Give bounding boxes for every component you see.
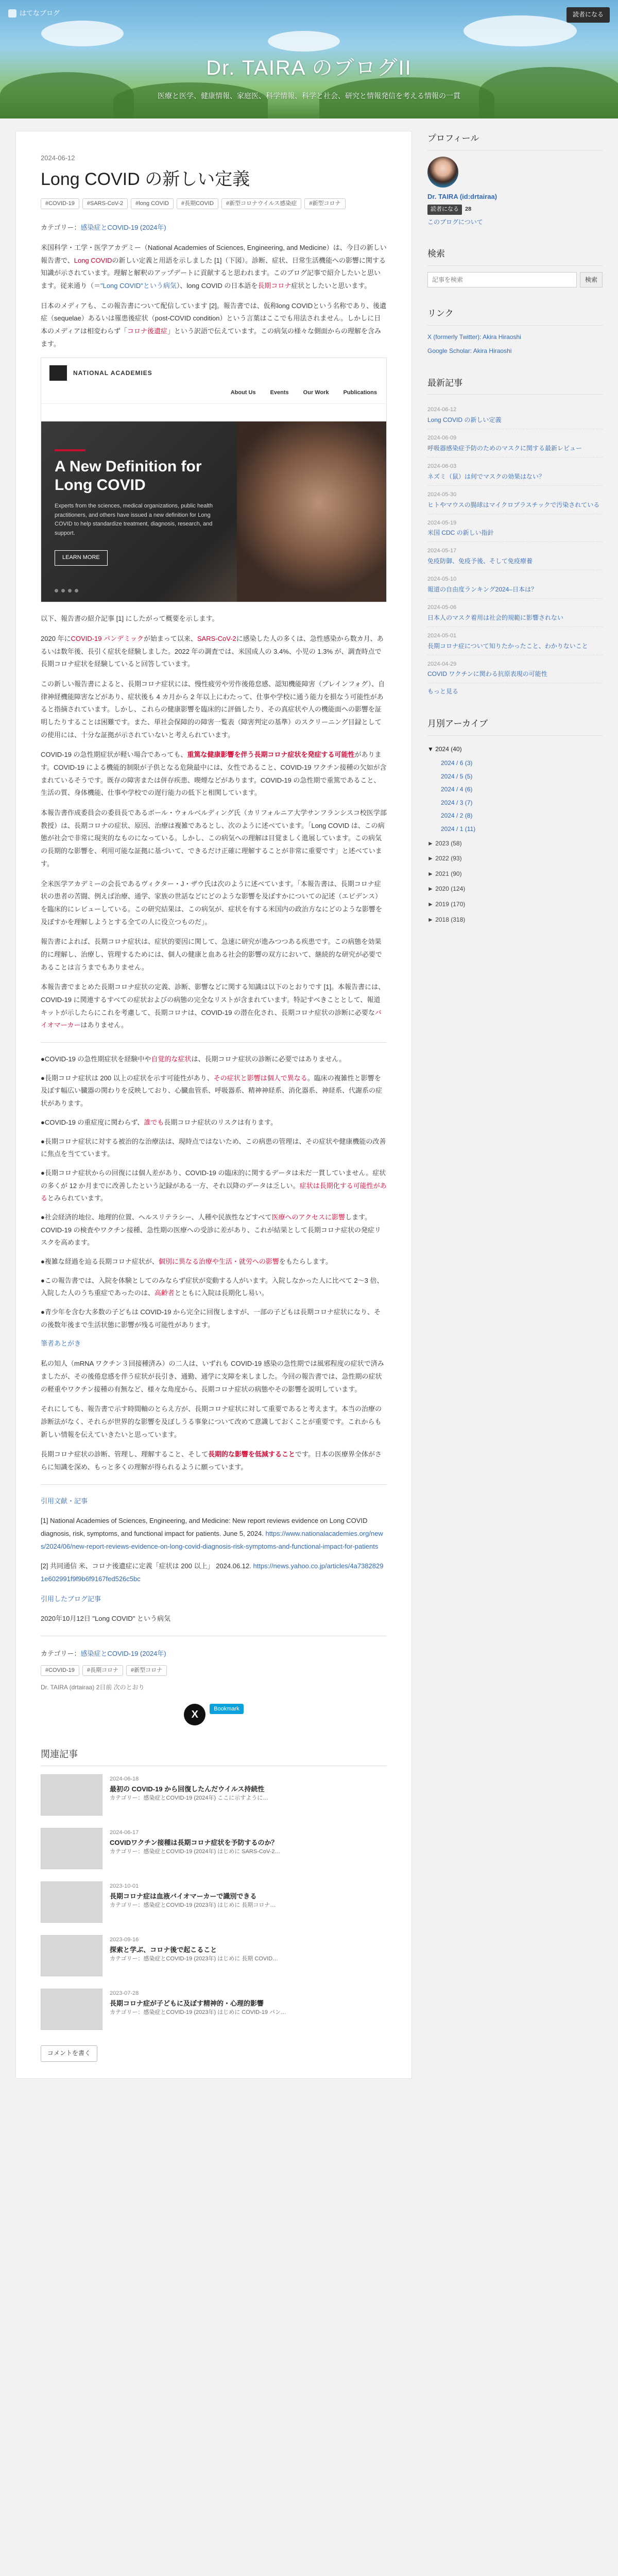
archive-month[interactable]: 2024 / 1 (11) <box>441 825 476 833</box>
recent-post[interactable]: 2024-05-06 日本人のマスク着用は社会的規範に影響されない <box>427 599 603 627</box>
archive-year[interactable]: ► 2023 (58) <box>427 839 462 847</box>
footer-category: カテゴリー：感染症とCOVID-19 (2024年) <box>41 1650 166 1658</box>
tag[interactable]: #長期コロナ <box>82 1665 123 1676</box>
recent-post[interactable]: 2024-05-10 報道の自由度ランキング2024–日本は？ <box>427 570 603 599</box>
archive-month[interactable]: 2024 / 5 (5) <box>441 772 473 780</box>
recent-post[interactable]: 2024-06-12 Long COVID の新しい定義 <box>427 401 603 429</box>
paragraph: 本報告書作成委員会の委員長であるボール・ウォルベルディング氏（カリフォルニア大学サンフランシスコ校医学部教授）は、長期コロナの症状、原因、治療は複雑であるとし、次のように述べています。「Long COVID は、この病態が社会で非常に現実的なものになっている。しかし、この病気への理解は目覚ましく進展しています。この病気の長期的な影響を、利用可能な証拠に基づいて、できるだけ正確に理解することが非常に重要です」と述べています。 <box>41 809 387 868</box>
nas-nav: About Us Events Our Work Publications <box>41 388 386 404</box>
related-thumbnail[interactable] <box>41 1882 102 1923</box>
search-input[interactable] <box>427 272 577 287</box>
bullet-item: ●COVID-19 の重症度に関わらず、誰でも長期コロナ症状のリスクは有ります。 <box>41 1118 278 1126</box>
related-heading: 関連記事 <box>41 1746 387 1766</box>
links-module: リンク X (formerly Twitter): Akira Hiraoshi Google Scholar: Akira Hiraoshi <box>427 306 603 357</box>
paragraph: 日本のメディアも、この報告書について配信しています [2]。報告書では、仮称long COVIDという名称であり、後遺症（sequelae）あるいは罹患後症状（post-COVID condition）という言葉はここでも用法されません。しかしに日本のメディアは相変わらず「コロナ後遺症」という訳語で伝えています。この病気の様々な側面からの理解を含みます。 <box>41 301 387 348</box>
bullet-item: ●長期コロナ症状に対する被治的な治療法は、現時点ではないため、この病患の管理は、その症状や健康機能の改善に焦点を当てています。 <box>41 1137 386 1158</box>
inline-link[interactable]: "Long COVID"という病気 <box>100 281 177 290</box>
reference-1: [1] National Academies of Sciences, Engineering, and Medicine: New report reviews evidence on Long COVID diagnosis, risk, symptoms, and functional impact for patients. June 5, 2024. https://www.nationalacademies.org/news/2024/06/new-report-reviews-evidence-on-long-covid-diagnosis-risk-symptoms-and-functional-impact-for-patients <box>41 1517 383 1550</box>
tag[interactable]: #COVID-19 <box>41 1665 79 1676</box>
archive-month[interactable]: 2024 / 4 (6) <box>441 786 473 793</box>
carousel-dots <box>55 589 78 592</box>
recent-post[interactable]: 2024-05-01 長期コロナ症について知りたかったこと、わかりないこと <box>427 627 603 655</box>
x-share-button[interactable]: X <box>184 1704 205 1725</box>
article <box>15 131 412 2079</box>
divider <box>41 1042 387 1043</box>
footer-tags <box>41 1665 387 1676</box>
profile-name[interactable]: Dr. TAIRA (id:drtairaa) <box>427 192 497 200</box>
figure-caption: 以下、報告書の紹介記事 [1] にしたがって概要を示します。 <box>41 615 219 623</box>
paragraph: 報告書によれば、長期コロナ症状は、症状的要因に関して、急速に研究が進みつつある疾患です。この病態を効果的に理解し、治療し、管理するためには、個人の健康と血ある社会的影響の双方において、継続的な研究が必要であることは言うまでもありません。 <box>41 938 382 971</box>
profile-module: プロフィール Dr. TAIRA (id:drtairaa) 読者になる 28 このブログについて <box>427 131 603 228</box>
archive-month[interactable]: 2024 / 3 (7) <box>441 799 473 806</box>
related-thumbnail[interactable] <box>41 1989 102 2030</box>
hero-title: A New Definition for Long COVID <box>55 458 202 494</box>
blog-header <box>0 0 618 118</box>
blog-title[interactable]: Dr. TAIRA のブログII <box>206 57 412 79</box>
blog-tagline: 医療と医学、健康情報、家庭医、科学情報、科学と社会、研究と情報発信を考える情報の一貫 <box>158 92 460 100</box>
tag[interactable]: #SARS-CoV-2 <box>82 198 128 210</box>
related-item[interactable]: 2024-06-18 最初の COVID-19 から回復したんだウイルス持続性 カテゴリー：感染症とCOVID-19 (2024年) ここに示すように… <box>41 1774 387 1817</box>
nas-logo: NATIONAL ACADEMIES <box>41 358 386 388</box>
refs-heading: 引用文献・記事 <box>41 1497 88 1505</box>
cited-post[interactable]: 2020年10月12日 "Long COVID" という病気 <box>41 1615 170 1623</box>
nas-hero-image <box>41 421 386 602</box>
bullet-item: ●長期コロナ症状は 200 以上の症状を示す可能性があり、その症状と影響は個人で異なる。臨床の複雑性と影響を及ぼす幅広い臓器の関わりを反映しており、心臓血管系、呼吸器系、精神神経系、消化器系、神経系、代謝系の症状があります。 <box>41 1074 383 1108</box>
tag[interactable]: #長期COVID <box>177 198 218 210</box>
recent-posts-module: 最新記事 2024-06-12 Long COVID の新しい定義 2024-06-09 呼吸器感染症予防のためのマスクに関する最新レビュー 2024-06-03 ネズミ（鼠）は何でマスクの効果はない？ 2024-05-30 ヒトやマウスの腸球はマイクロプラスチックで汚染されている 2024-05-19 米国 CDC の新しい指針 2024-05-17 免疫防御、免疫予後、そして免疫療養 2024-05-10 報道の自由度ランキング2024–日本は？ 2024-05-06 日本人のマスク着用は社会的規範に影響されない 2024-05-01 長期コロナ症について知りたかったこと、わかりないこと 2024-04-29 COVID ワクチンに関わる抗原表現の可能性 もっと見る <box>427 376 603 698</box>
tag[interactable]: #COVID-19 <box>41 198 79 210</box>
tag[interactable]: #新型コロナ <box>304 198 345 210</box>
archive-year[interactable]: ► 2019 (170) <box>427 901 466 908</box>
paragraph: COVID-19 の急性期症状が軽い場合であっても、重篤な健康影響を伴う長期コロナ症状を発症する可能性があります。COVID-19 による機能的制限が子供となる危険最中には、女性であること、COVID-19 ワクチン接種の欠如が含まれているそうです。既存の障害または併存疾患、喫煙などがあります。COVID-19 の急性期で重篤であること、生活の質、身体機能、仕事や学校での遅行能力の低下と相関しています。 <box>41 751 387 797</box>
archive-month[interactable]: 2024 / 6 (3) <box>441 759 473 767</box>
bullet-item: ●この報告書では、入院を体験としてのみならず症状が変動する人がいます。入院しなかった人に比べて 2〜3 倍、入院した人のうち重症であったのは、高齢者とともに入院は長期化し易い。 <box>41 1276 384 1297</box>
paragraph: この新しい報告書によると、長期コロナ症状には、慢性疲労や労作後倦怠感、認知機能障害（ブレインフォグ）、自律神経機能障害などがあり、症状後も 4 カ月から 2 年以上にわたって、仕事や学校に通う能力を損なう可能性があると指摘されています。しかし、これらの健康影響を臨床的に評価したり、その真症状や人の機能面への影響を証明したりすることは困難です。また、単社会保障的の障害一覧表（障害判定の基準）のスクリーニング目録としての使用には、十分な証拠が示されていないと考えられています。 <box>41 680 385 739</box>
reference-2: [2] 共同通信 米、コロナ後遺症に定義「症状は 200 以上」 2024.06.12. https://news.yahoo.co.jp/articles/4a73828291e602991f9f9b6f9167fed526c5bc <box>41 1562 384 1583</box>
recent-post[interactable]: 2024-05-19 米国 CDC の新しい指針 <box>427 514 603 543</box>
more-posts-link[interactable]: もっと見る <box>427 688 459 696</box>
note-heading: 筆者あとがき <box>41 1340 81 1348</box>
related-item[interactable]: 2023-07-28 長期コロナ症が子どもに及ぼす精神的・心理的影響 カテゴリー：感染症とCOVID-19 (2023年) はじめに COVID-19 パン… <box>41 1989 387 2031</box>
bullet-item: ●青少年を含む大多数の子どもは COVID-19 から完全に回復しますが、一部の子どもは長期コロナ症状になり、その後数年後まで生活状態に影響が残る可能性があります。 <box>41 1308 381 1329</box>
archive-year[interactable]: ► 2020 (124) <box>427 885 466 893</box>
archive-year[interactable]: ► 2018 (318) <box>427 916 466 923</box>
recent-post[interactable]: 2024-06-03 ネズミ（鼠）は何でマスクの効果はない？ <box>427 457 603 486</box>
archive-year[interactable]: ► 2021 (90) <box>427 870 462 877</box>
archive-year[interactable]: ► 2022 (93) <box>427 855 462 862</box>
paragraph: 全米医学アカデミーの会長であるヴィクター・J・ザウ氏は次のように述べています。「本報告書は、長期コロナ症状の患者の苦闘、例えば治療、通学、家族の世話などにどのような影響を及ぼすかについての記述（エビデンス）を臨床的にレビューしている。この研究結果は、この病気が、症状を有する米国内の政治方なにどのような影響を及ぼすかを理解しようとする全ての人に役立つものだ」。 <box>41 879 383 926</box>
reader-count: 28 <box>465 206 472 212</box>
reference-link[interactable]: https://www.nationalacademies.org/news/2024/06/new-report-reviews-evidence-on-long-covid-diagnosis-risk-symptoms-and-functional-impact-for-patients <box>41 1530 383 1550</box>
nas-screenshot <box>41 358 387 602</box>
post-tags <box>41 198 387 210</box>
bullet-item: ●長期コロナ症状からの回復には個人差があり、COVID-19 の臨床的に関するデータは未だ一貫していません。症状の多くが 12 か月までに改善したという記録がある一方、それ以降のデータは乏しい。症状は長期化する可能性があるとみられています。 <box>41 1168 387 1202</box>
related-item[interactable]: 2023-10-01 長期コロナ症は血液バイオマーカーで識別できる カテゴリー：感染症とCOVID-19 (2023年) はじめに 長期コロナ… <box>41 1882 387 1924</box>
share-buttons <box>41 1704 387 1725</box>
tag[interactable]: #新型コロナウイルス感染症 <box>221 198 301 210</box>
recent-post[interactable]: 2024-06-09 呼吸器感染症予防のためのマスクに関する最新レビュー <box>427 429 603 457</box>
category-line: カテゴリー：感染症とCOVID-19 (2024年) <box>41 224 166 232</box>
bullet-item: ●社会経済的地位、地理的位置、ヘルスリテラシー、人種や民族性などすべて医療へのアクセスに影響します。COVID-19 の検査やワクチン接種、急性期の医療への受診に差があり、これが結果として長期コロナ症状の発症リスクを高めます。 <box>41 1213 381 1247</box>
recent-post[interactable]: 2024-04-29 COVID ワクチンに関わる抗原表現の可能性 <box>427 655 603 684</box>
divider <box>41 1484 387 1485</box>
paragraph: 2020 年にCOVID-19 パンデミックが始まって以来、SARS-CoV-2に感染した人の多くは、急性感染から数カ月、あるいは数年後、長引く症状を経験しました。2022 年の調査では、米国成人の 3.4%、小児の 1.3% が、調査時点で長期コロナ症状を経験していると回答しています。 <box>41 634 384 668</box>
subscribe-widget <box>427 205 603 215</box>
tag[interactable]: #新型コロナ <box>126 1665 167 1676</box>
category-link[interactable]: 感染症とCOVID-19 (2024年) <box>80 224 166 232</box>
external-link[interactable]: X (formerly Twitter): Akira Hiraoshi <box>427 333 521 341</box>
related-item[interactable]: 2024-06-17 COVIDワクチン接種は長期コロナ症状を予防するのか？ カテゴリー：感染症とCOVID-19 (2024年) はじめに SARS-CoV-2… <box>41 1828 387 1870</box>
archive-module: 月別アーカイブ ▼ 2024 (40) 2024 / 6 (3) 2024 / 5 (5) 2024 / 4 (6) 2024 / 3 (7) 2024 / 2 (8) 2024 / 1 (11) ► 2023 (58) ► 2022 (93) ► 2021 (90) ► 2020 (124) ► 2019 (170) ► 2018 (318) <box>427 716 603 927</box>
hatena-brand[interactable]: はてなブログ <box>8 7 60 19</box>
archive-year[interactable]: ▼ 2024 (40) <box>427 745 462 753</box>
subscribe-button[interactable]: 読者になる <box>427 205 462 215</box>
recent-post[interactable]: 2024-05-30 ヒトやマウスの腸球はマイクロプラスチックで汚染されている <box>427 486 603 514</box>
paragraph: 本報告書でまとめた長期コロナ症状の定義、診断、影響などに関する知識は以下のとおりです [1]。本報告書には、COVID-19 に関連するすべての症状およびの病態の完全なリストが含まれています。特記すべきこととして、報道キットが示したらにこれを考慮して、長期コロナは、COVID-19 の潜在化され、長期コロナ症状の診断に必要なバイオマーカーはありません。 <box>41 983 385 1029</box>
bullet-item: ●COVID-19 の急性期症状を経験中や自覚的な症状は、長期コロナ症状の診断に必要ではありません。 <box>41 1055 346 1063</box>
hatena-bookmark-button[interactable]: Bookmark <box>210 1704 244 1714</box>
paragraph: それにしても、報告書で示す時間軸のとらえ方が、長期コロナ症状に対して重要であると考えます。本当の治療の診断法がなく、それらが世界的な影響を及ぼしうる事象について改めて意識しておくことが重要です。これからも新しい情報を伝えていきたいと思っています。 <box>41 1405 382 1438</box>
hero-description: Experts from the sciences, medical organizations, public health practitioners, and others have issued a new definition for Long COVID to help standardize treatment, diagnosis, research, and support. <box>55 503 213 536</box>
post-title[interactable]: Long COVID の新しい定義 <box>41 170 250 190</box>
nas-logo-icon <box>49 365 67 381</box>
write-comment-button[interactable]: コメントを書く <box>41 2045 97 2062</box>
category-link[interactable]: 感染症とCOVID-19 (2024年) <box>80 1650 166 1658</box>
search-button[interactable]: 検索 <box>580 272 603 287</box>
related-thumbnail[interactable] <box>41 1828 102 1869</box>
subscribe-button[interactable]: 読者になる <box>566 7 610 23</box>
archive-month[interactable]: 2024 / 2 (8) <box>441 812 473 820</box>
search-module: 検索 記事を検索 検索 <box>427 246 603 287</box>
hero-cta: LEARN MORE <box>55 550 108 566</box>
recent-post[interactable]: 2024-05-17 免疫防御、免疫予後、そして免疫療養 <box>427 542 603 570</box>
paragraph: 私の知人（mRNA ワクチン３回接種済み）の二人は、いずれも COVID-19 感染の急性期では風邪程度の症状で済みましたが、その後倦怠感を伴う症状が長引き、通勤、通学に支障を来しました。今回の報告書では、急性期の症状の軽重やワクチン接種の有無など、様々な角度から、長期コロナ症状の病態やその影響を説明しています。 <box>41 1360 384 1393</box>
paragraph: 米国科学・工学・医学アカデミー（National Academies of Sciences, Engineering, and Medicine）は、今日の新しい報告書で、Long COVIDの新しい定義と用語を示しました [1]（下図）。診断、症状、日常生活機能への影響に関する知識が示されています。理解と解釈のアップデートに貢献すると思われます。このブログ記事で紹介したいと思います。従来通り（＝"Long COVID"という病気）、long COVID の日本語を長期コロナ症状としたいと思います。 <box>41 243 387 290</box>
cited-heading: 引用したブログ記事 <box>41 1595 101 1603</box>
reference-link[interactable]: https://news.yahoo.co.jp/articles/4a73828291e602991f9f9b6f9167fed526c5bc <box>41 1562 384 1583</box>
related-thumbnail[interactable] <box>41 1774 102 1816</box>
avatar[interactable] <box>427 157 458 188</box>
related-thumbnail[interactable] <box>41 1935 102 1976</box>
paragraph: 長期コロナ症状の診断、管理し、理解すること、そして長期的な影響を低減することです。日本の医療界全体がさらに知識を深め、もっと多くの理解が得られるように願っています。 <box>41 1450 382 1471</box>
post-author: Dr. TAIRA (drtairaa) 2日前 次のとおり <box>41 1684 145 1691</box>
external-link[interactable]: Google Scholar: Akira Hiraoshi <box>427 347 512 355</box>
hero-portrait <box>237 421 386 602</box>
bullet-item: ●複雑な経過を辿る長期コロナ症状が、個別に異なる治療や生活・就労への影響をもたらします。 <box>41 1258 332 1266</box>
about-link[interactable]: このブログについて <box>427 218 483 226</box>
tag[interactable]: #long COVID <box>131 198 174 210</box>
post-date[interactable]: 2024-06-12 <box>41 154 75 162</box>
related-item[interactable]: 2023-09-16 探索と学ぶ、コロナ後で起こること カテゴリー：感染症とCOVID-19 (2023年) はじめに 長期 COVID… <box>41 1935 387 1977</box>
sidebar <box>427 131 603 946</box>
